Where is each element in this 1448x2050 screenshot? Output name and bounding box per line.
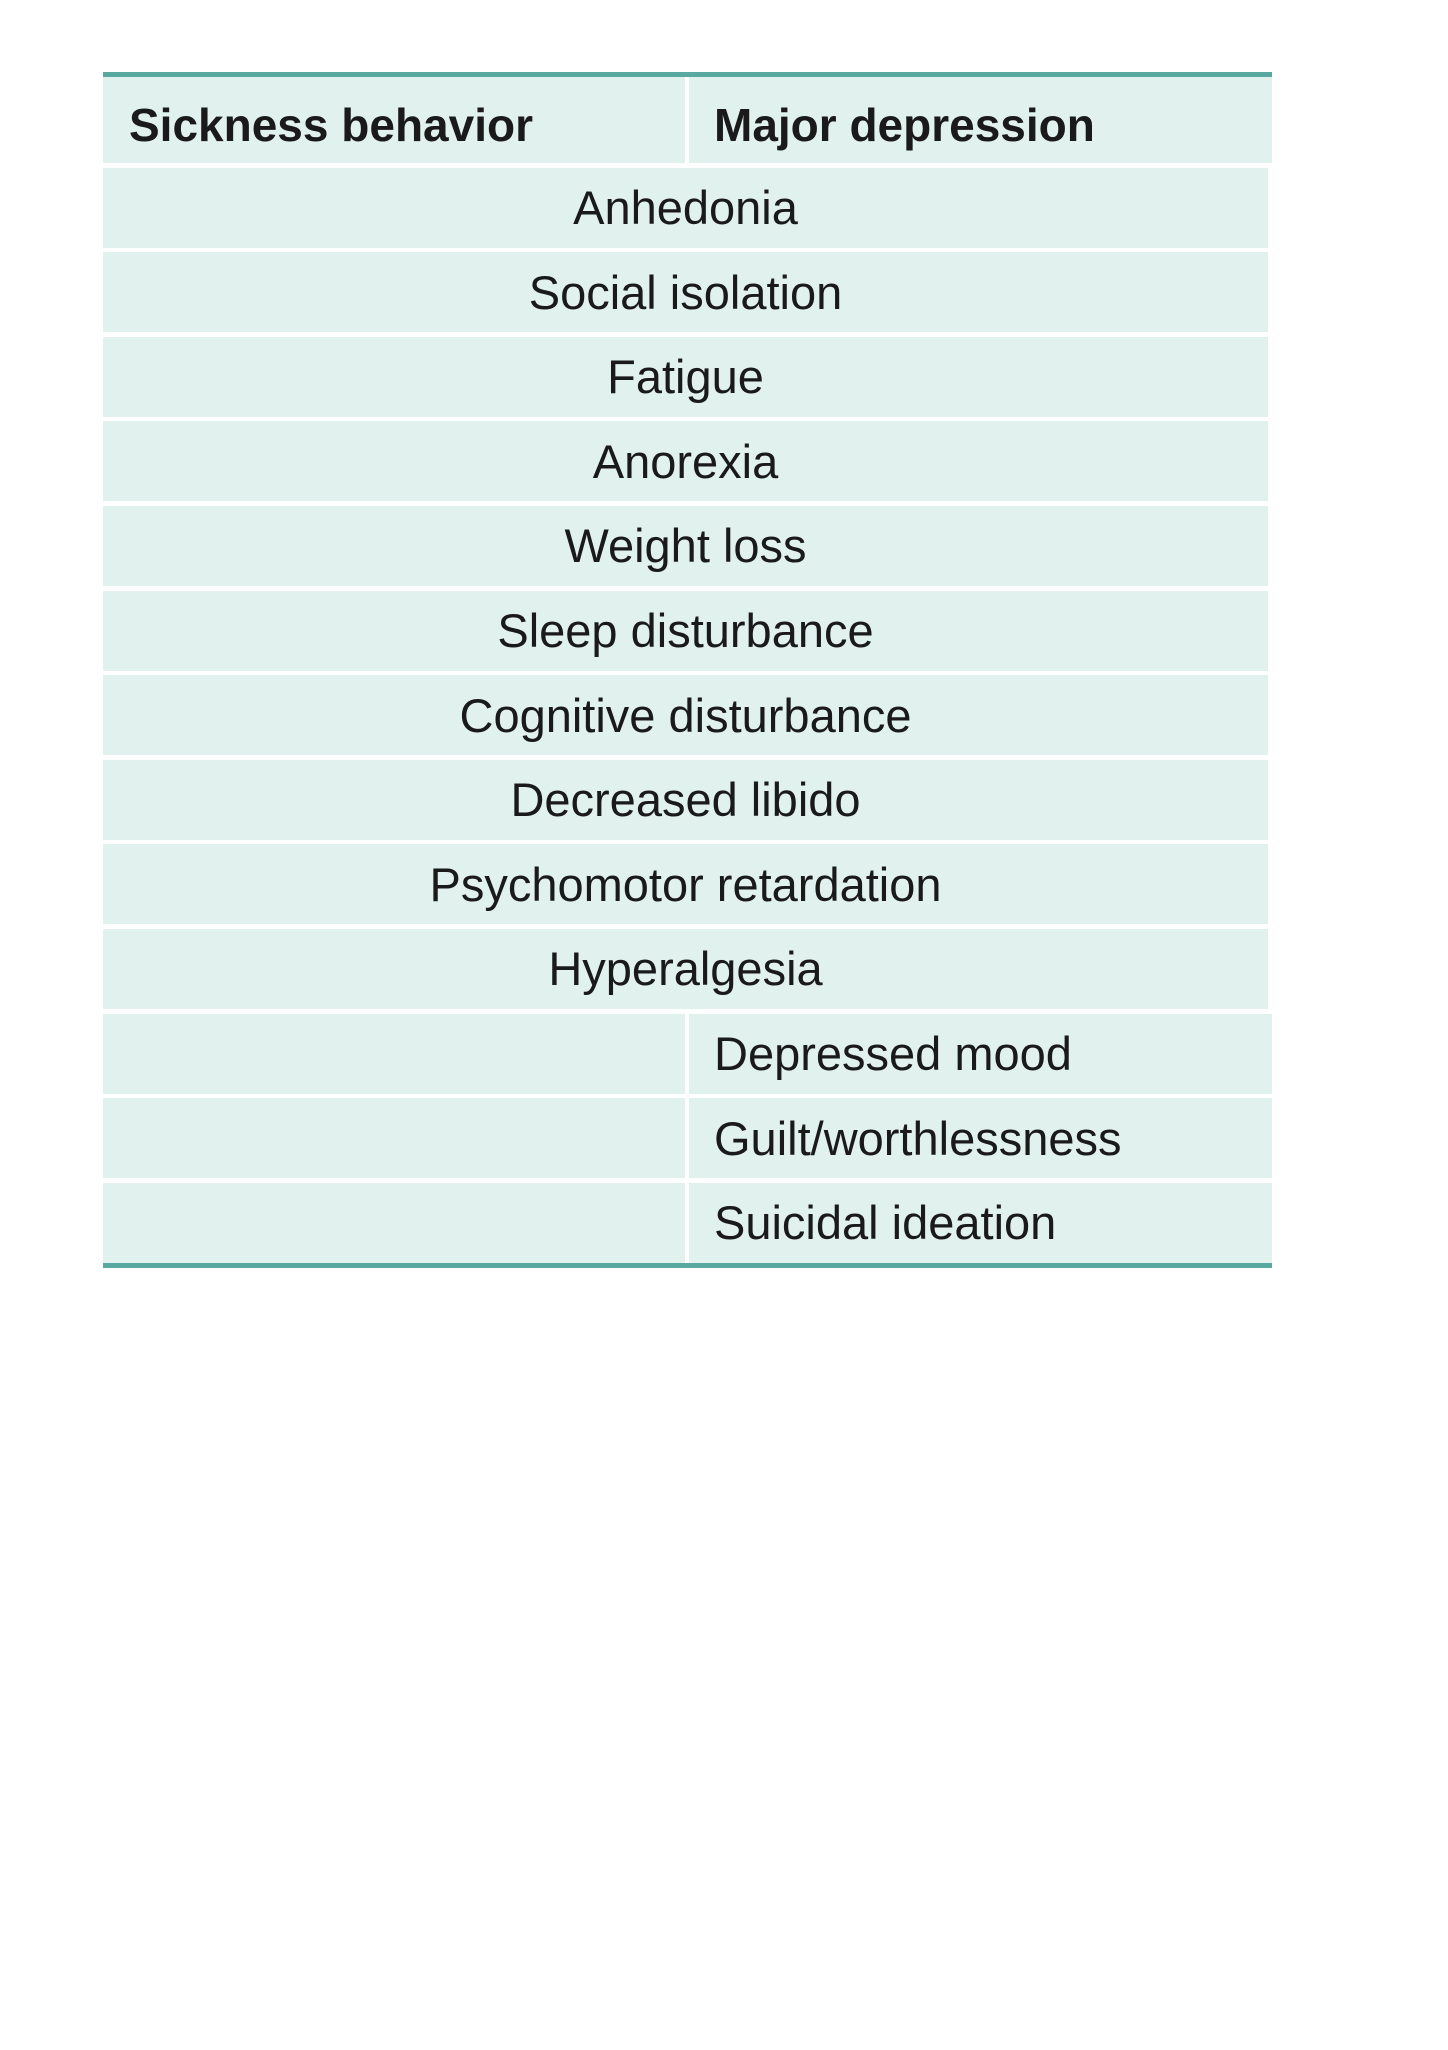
shared-symptom-cell: Anhedonia: [103, 168, 1268, 248]
shared-symptom-cell: Hyperalgesia: [103, 929, 1268, 1009]
table-row: [103, 506, 1272, 586]
shared-symptom-cell: Fatigue: [103, 337, 1268, 417]
table-row: [103, 1098, 1272, 1178]
shared-symptom-cell: Decreased libido: [103, 760, 1268, 840]
shared-symptom-cell: Cognitive disturbance: [103, 675, 1268, 755]
depression-only-cell: Suicidal ideation: [689, 1183, 1272, 1263]
empty-sickness-cell: [103, 1098, 685, 1178]
table-row: [103, 760, 1272, 840]
table-row: [103, 1014, 1272, 1094]
table-row: [103, 591, 1272, 671]
table-row: [103, 1183, 1272, 1263]
shared-symptom-cell: Psychomotor retardation: [103, 844, 1268, 924]
table-row: [103, 252, 1272, 332]
comparison-table: [103, 72, 1272, 1268]
depression-only-cell: Guilt/worthlessness: [689, 1098, 1272, 1178]
shared-symptom-cell: Weight loss: [103, 506, 1268, 586]
shared-symptom-cell: Social isolation: [103, 252, 1268, 332]
table-header-row: [103, 77, 1272, 163]
table-row: [103, 421, 1272, 501]
shared-symptom-cell: Sleep disturbance: [103, 591, 1268, 671]
header-sickness-behavior: Sickness behavior: [103, 77, 685, 163]
table-row: [103, 675, 1272, 755]
empty-sickness-cell: [103, 1014, 685, 1094]
table-row: [103, 929, 1272, 1009]
table-row: [103, 168, 1272, 248]
empty-sickness-cell: [103, 1183, 685, 1263]
table-row: [103, 844, 1272, 924]
header-major-depression: Major depression: [689, 77, 1272, 163]
table-row: [103, 337, 1272, 417]
depression-only-cell: Depressed mood: [689, 1014, 1272, 1094]
shared-symptom-cell: Anorexia: [103, 421, 1268, 501]
